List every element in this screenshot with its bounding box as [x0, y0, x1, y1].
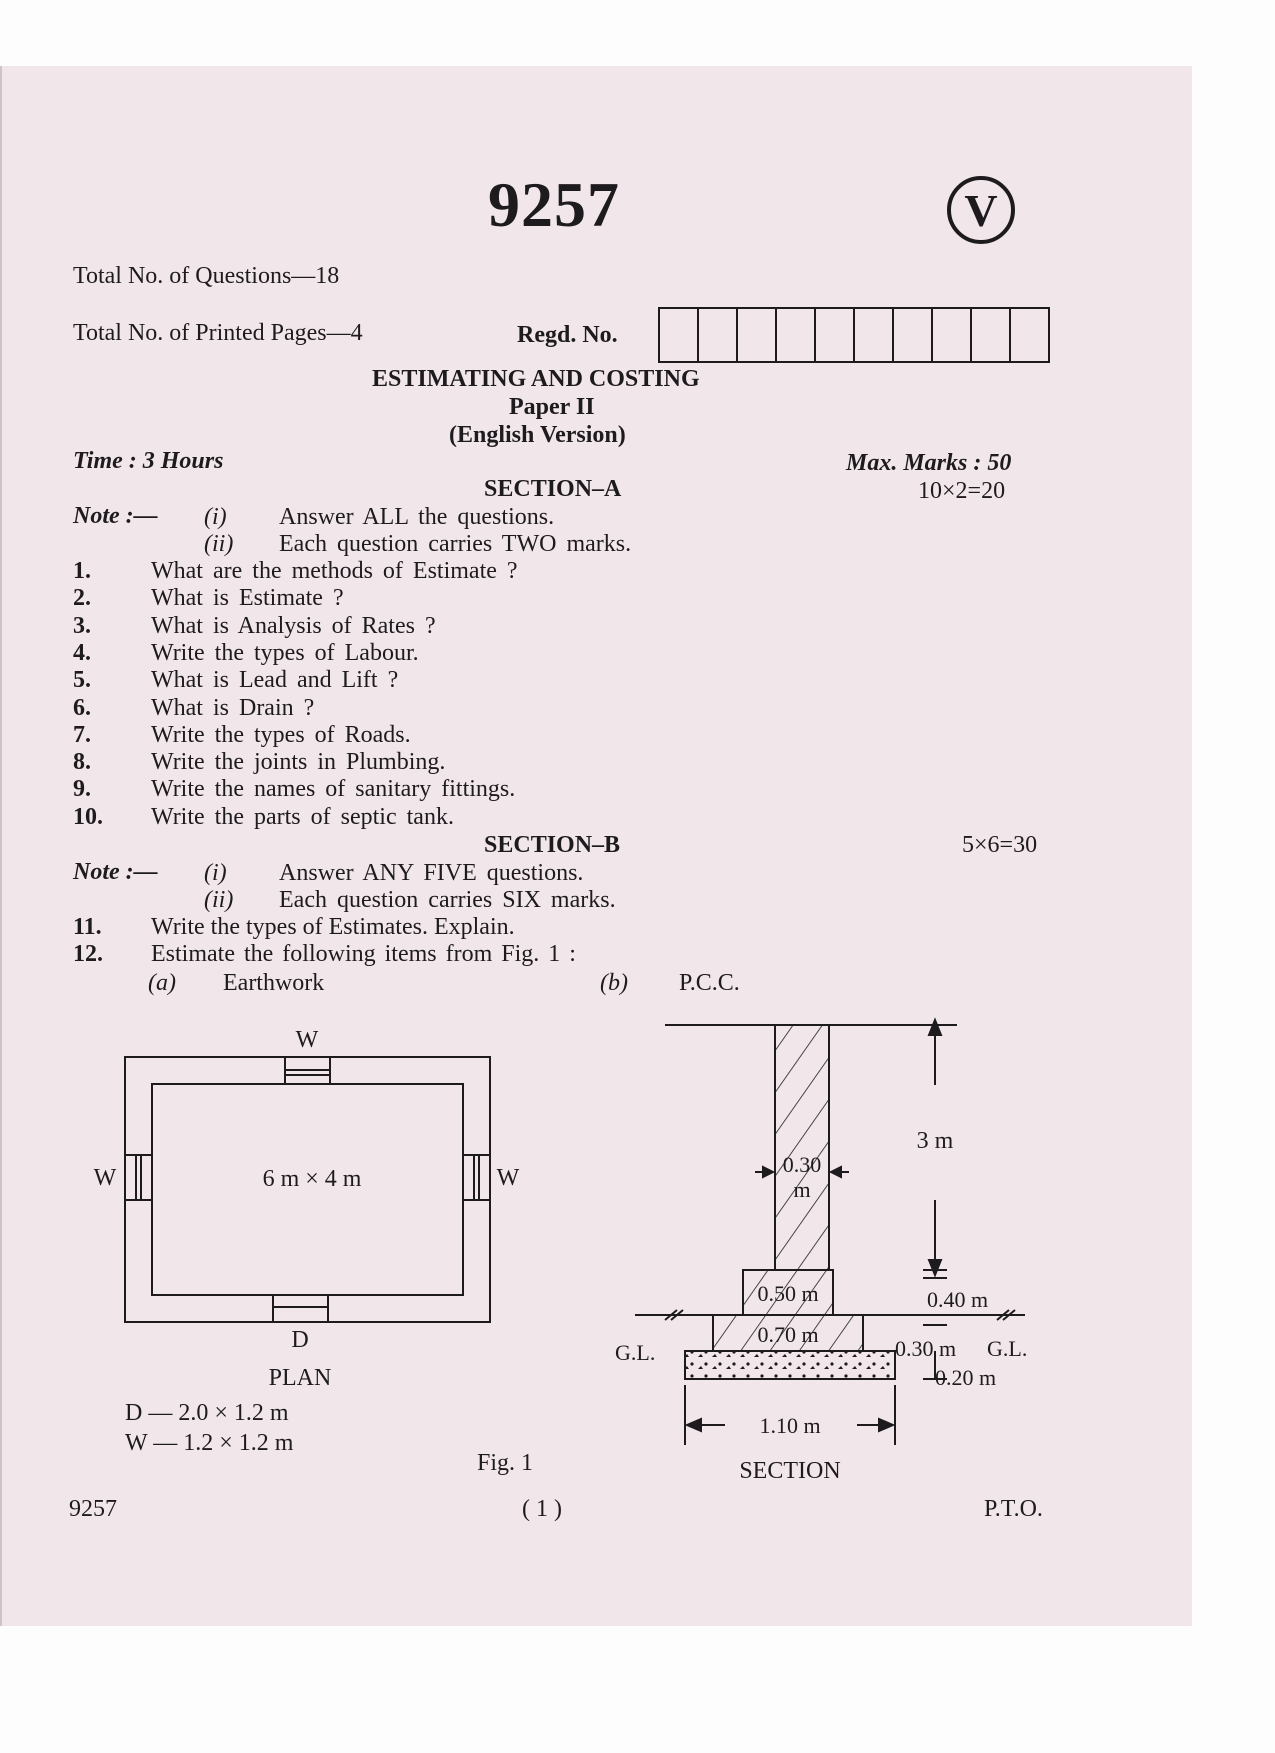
- question-7: [73, 722, 411, 749]
- plan-window-size: W — 1.2 × 1.2 m: [125, 1430, 294, 1455]
- question-number: 3.: [73, 612, 91, 639]
- question-9: [73, 776, 515, 803]
- plan-door-size: D — 2.0 × 1.2 m: [125, 1400, 289, 1426]
- footer-page: ( 1 ): [522, 1496, 562, 1522]
- section-step-2-depth: 0.30 m: [895, 1336, 957, 1361]
- question-text: What is Lead and Lift ?: [151, 667, 399, 694]
- plan-window-label-left: W: [93, 1165, 117, 1191]
- plan-title: PLAN: [268, 1365, 332, 1391]
- question-text: What are the methods of Estimate ?: [151, 558, 518, 584]
- question-text: Write the names of sanitary fittings.: [151, 776, 516, 803]
- plan-window-label-right: W: [496, 1165, 520, 1191]
- regd-digit-box: [777, 309, 816, 361]
- question-6: [73, 695, 314, 722]
- section-b-marks: 5×6=30: [962, 832, 1038, 858]
- question-number: 2.: [73, 585, 91, 612]
- question-1: [73, 558, 518, 585]
- section-gl-right: G.L.: [987, 1336, 1028, 1361]
- sub-item-a-label: (a): [148, 970, 176, 996]
- section-a-note-2: Each question carries TWO marks.: [279, 531, 632, 557]
- plan-room-size: 6 m × 4 m: [262, 1166, 362, 1192]
- section-gl-left: G.L.: [615, 1340, 656, 1365]
- question-4: [73, 640, 419, 667]
- question-2: [73, 585, 344, 612]
- question-number: 6.: [73, 694, 91, 721]
- section-b-note-1-roman: (i): [204, 860, 227, 886]
- max-marks: Max. Marks : 50: [846, 450, 1012, 476]
- section-b-note-label: Note :—: [73, 859, 158, 885]
- section-a-heading: SECTION–A: [484, 476, 622, 502]
- question-number: 9.: [73, 776, 91, 803]
- section-step-1-width: 0.50 m: [757, 1281, 819, 1306]
- section-b-note-2-roman: (ii): [204, 887, 234, 913]
- question-text: Write the types of Roads.: [151, 721, 411, 748]
- section-step-1-depth: 0.40 m: [927, 1287, 989, 1312]
- section-b-note-1: Answer ANY FIVE questions.: [279, 860, 584, 886]
- regd-digit-box: [894, 309, 933, 361]
- plan-door: [273, 1295, 328, 1322]
- regd-number-boxes: [658, 307, 1050, 363]
- question-number: 12.: [73, 941, 103, 967]
- regd-digit-box: [855, 309, 894, 361]
- question-text: Write the parts of septic tank.: [151, 803, 454, 830]
- figure-caption: Fig. 1: [477, 1450, 534, 1476]
- section-pcc-depth: 0.20 m: [935, 1365, 997, 1390]
- regd-digit-box: [972, 309, 1011, 361]
- paper-title: Paper II: [509, 394, 595, 420]
- section-pcc-bed: [685, 1351, 895, 1379]
- section-step-2-width: 0.70 m: [757, 1322, 819, 1347]
- regd-digit-box: [738, 309, 777, 361]
- section-a-note-2-roman: (ii): [204, 531, 234, 557]
- question-text: What is Drain ?: [151, 694, 315, 721]
- question-3: [73, 613, 436, 640]
- sub-item-b-label: (b): [600, 970, 628, 996]
- footer-pto: P.T.O.: [984, 1496, 1043, 1522]
- question-12: [73, 941, 576, 968]
- version-title: (English Version): [449, 422, 626, 448]
- plan-window-left: [125, 1155, 152, 1200]
- question-number: 8.: [73, 749, 91, 776]
- question-text: Write the types of Labour.: [151, 639, 419, 666]
- section-a-note-1-roman: (i): [204, 504, 227, 530]
- section-a-marks: 10×2=20: [918, 478, 1006, 504]
- sub-item-a: Earthwork: [223, 970, 325, 996]
- footer-code: 9257: [69, 1496, 117, 1522]
- question-5: [73, 667, 398, 694]
- question-number: 5.: [73, 667, 91, 694]
- regd-label: Regd. No.: [517, 322, 618, 348]
- paper-code: 9257: [488, 169, 620, 240]
- version-mark: V: [964, 184, 998, 236]
- question-8: [73, 749, 445, 776]
- regd-digit-box: [933, 309, 972, 361]
- question-number: 1.: [73, 558, 91, 584]
- sub-item-b: P.C.C.: [679, 970, 740, 996]
- section-b-note-2: Each question carries SIX marks.: [279, 887, 616, 913]
- regd-digit-box: [1011, 309, 1048, 361]
- plan-figure: [80, 1015, 520, 1455]
- question-10: [73, 804, 454, 831]
- question-text: Write the joints in Plumbing.: [151, 749, 446, 776]
- question-text: Write the types of Estimates. Explain.: [151, 914, 515, 940]
- plan-door-label: D: [291, 1327, 309, 1353]
- question-11: [73, 914, 515, 941]
- question-number: 7.: [73, 721, 91, 748]
- section-height: 3 m: [916, 1128, 954, 1154]
- question-text: Estimate the following items from Fig. 1 :: [151, 941, 576, 967]
- section-wall-thickness: 0.30: [782, 1152, 822, 1177]
- section-wall: [775, 1025, 829, 1270]
- subject-title: ESTIMATING AND COSTING: [372, 366, 700, 392]
- regd-digit-box: [660, 309, 699, 361]
- plan-window-label-top: W: [295, 1027, 319, 1053]
- version-circle: [947, 176, 1015, 244]
- section-wall-thickness-unit: m: [793, 1177, 811, 1202]
- section-a-note-1: Answer ALL the questions.: [279, 504, 555, 530]
- section-b-heading: SECTION–B: [484, 832, 621, 858]
- regd-digit-box: [699, 309, 738, 361]
- question-number: 10.: [73, 803, 103, 830]
- regd-digit-box: [816, 309, 855, 361]
- total-questions: Total No. of Questions—18: [73, 263, 340, 289]
- question-number: 4.: [73, 639, 91, 666]
- section-a-note-label: Note :—: [73, 503, 158, 529]
- section-figure: [605, 1000, 1055, 1480]
- question-number: 11.: [73, 914, 102, 940]
- plan-window-right: [463, 1155, 490, 1200]
- time-allowed: Time : 3 Hours: [73, 448, 224, 474]
- question-text: What is Estimate ?: [151, 585, 344, 612]
- total-pages: Total No. of Printed Pages—4: [73, 320, 363, 346]
- section-base-width: 1.10 m: [759, 1413, 821, 1438]
- section-title: SECTION: [739, 1458, 841, 1480]
- question-text: What is Analysis of Rates ?: [151, 612, 436, 639]
